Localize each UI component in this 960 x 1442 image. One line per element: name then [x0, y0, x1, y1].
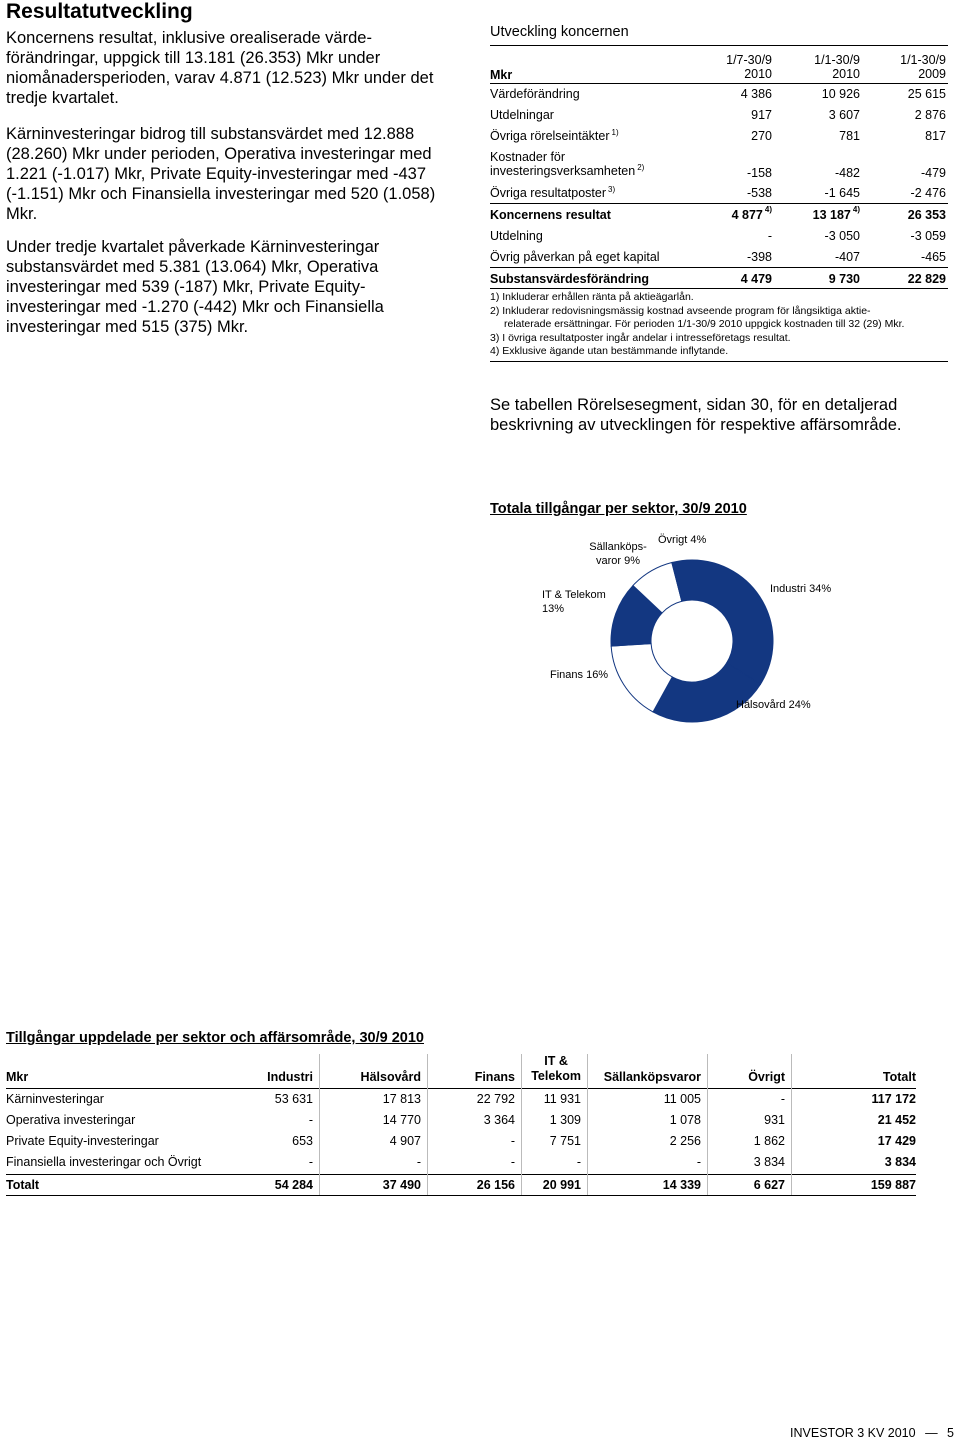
table-row [490, 229, 948, 247]
cell-value: 3 834 [884, 1155, 916, 1169]
cell-value: -479 [920, 166, 946, 180]
page-number: 5 [947, 1426, 954, 1440]
row-label: Utdelningar [490, 108, 554, 122]
cell-value: -465 [920, 250, 946, 264]
cell-value: - [780, 1092, 785, 1106]
cell-value: - [308, 1155, 313, 1169]
donut-slice [692, 560, 773, 684]
cell-value: -2 476 [910, 186, 946, 200]
cell-value: 25 615 [907, 87, 946, 101]
cell-value: 17 813 [382, 1092, 421, 1106]
footnote-marker: 4) [852, 205, 860, 214]
chart-title: Totala tillgångar per sektor, 30/9 2010 [490, 501, 747, 517]
paragraph-result [6, 28, 456, 108]
text-line: förändringar, uppgick till 13.181 (26.353) Mkr under [6, 49, 381, 67]
column-header: 1/1-30/9 2010 [814, 53, 860, 81]
cell-value: 917 [751, 108, 772, 122]
text-line: (-1.151) Mkr och Finansiella investeringar med 520 (1.058) [6, 185, 436, 203]
table-rule [490, 203, 948, 204]
cell-value: 4 907 [389, 1134, 421, 1148]
paragraph-third-quarter [6, 237, 456, 337]
table-row [490, 205, 948, 226]
cell-value: 1 309 [549, 1113, 581, 1127]
row-label: Övrig påverkan på eget kapital [490, 250, 660, 264]
cell-value: -407 [834, 250, 860, 264]
text-line: Se tabellen Rörelsesegment, sidan 30, för en detaljerad [490, 396, 898, 414]
row-label: Totalt [6, 1178, 40, 1192]
text-line: substansvärdet med 5.381 (13.064) Mkr, Operativa [6, 258, 379, 276]
dev-table-footnotes [490, 291, 948, 362]
row-label: Kostnader för investeringsverksamheten $^{2)}$ [490, 150, 645, 178]
table-header-row [490, 50, 948, 84]
slice-label: Industri 34% [770, 583, 832, 595]
column-header: Totalt [882, 1070, 916, 1084]
cell-value: 1 862 [753, 1134, 785, 1148]
cell-value: - [767, 229, 772, 243]
cell-value: 14 339 [662, 1178, 701, 1192]
cell-value: 7 751 [549, 1134, 581, 1148]
cell-value: 11 005 [663, 1092, 701, 1106]
cell-value: 9 730 [828, 272, 860, 286]
cell-value: -3 059 [910, 229, 946, 243]
cell-value: 11 931 [543, 1092, 581, 1106]
row-label: Finansiella investeringar och Övrigt [6, 1155, 202, 1169]
row-label: Koncernens resultat [490, 208, 611, 222]
text-line: beskrivning av utvecklingen för respektive affärsområde. [490, 416, 902, 434]
row-label: Övriga rörelseintäkter $^{1)}$ [490, 128, 619, 143]
row-label: Operativa investeringar [6, 1113, 136, 1127]
text-line: niomånadersperioden, varav 4.871 (12.523) Mkr under det [6, 69, 434, 87]
column-divider [319, 1054, 320, 1195]
cell-value: 270 [751, 129, 772, 143]
column-header: Mkr [6, 1070, 29, 1084]
cell-value: 117 172 [871, 1092, 916, 1106]
column-header: Industri [267, 1070, 313, 1084]
unit-header: Mkr [490, 68, 513, 82]
cell-value: 1 078 [669, 1113, 701, 1127]
cell-value: 22 792 [476, 1092, 515, 1106]
table-rule [490, 288, 948, 289]
page-footer [790, 1426, 954, 1440]
footnote: 3) I övriga resultatposter ingår andelar i intresseföretags resultat. [490, 331, 791, 344]
cell-value: 26 156 [476, 1178, 515, 1192]
row-label: Kärninvesteringar [6, 1092, 104, 1106]
cell-value: 2 256 [669, 1134, 701, 1148]
see-table-note [490, 395, 950, 435]
donut-chart [490, 525, 930, 725]
footnote: 2) Inkluderar redovisningsmässig kostnad avseende program för långsiktiga aktie- [490, 304, 871, 317]
table-rule [490, 83, 948, 84]
table-rule [6, 1088, 916, 1089]
cell-value: 37 490 [382, 1178, 421, 1192]
footer-separator: — [925, 1426, 938, 1440]
cell-value: 3 364 [483, 1113, 515, 1127]
column-header: Övrigt [748, 1070, 785, 1084]
text-line: investeringar med 515 (375) Mkr. [6, 318, 249, 336]
text-line: investeringar med 539 (-187) Mkr, Private Equity- [6, 278, 366, 296]
cell-value: 13 187 $^{4)}$ [812, 205, 860, 222]
table-header-row [6, 1052, 918, 1088]
column-header: 1/7-30/9 2010 [726, 53, 772, 81]
column-divider [427, 1054, 428, 1195]
slice-label: Övrigt 4% [658, 534, 707, 546]
table-row [490, 186, 948, 204]
row-label: Private Equity-investeringar [6, 1134, 159, 1148]
footnote-marker: 1) [611, 128, 619, 137]
table-rule [490, 267, 948, 268]
column-header: Finans [474, 1070, 515, 1084]
column-header: Hälsovård [360, 1070, 421, 1084]
table-row [490, 108, 948, 126]
footnote: 1) Inkluderar erhållen ränta på aktieägarlån. [490, 291, 694, 303]
row-label: Övriga resultatposter $^{3)}$ [490, 185, 616, 200]
cell-value: 2 876 [914, 108, 946, 122]
sector-table [6, 1052, 918, 1197]
cell-value: -538 [746, 186, 772, 200]
cell-value: - [416, 1155, 421, 1169]
cell-value: -158 [746, 166, 772, 180]
table-row [490, 87, 948, 105]
column-divider [521, 1054, 522, 1195]
slice-label: Sällanköps-varor 9% [589, 541, 647, 567]
table-row [490, 129, 948, 147]
table-row [6, 1092, 918, 1112]
slice-label: Finans 16% [550, 669, 609, 681]
section-title: Resultatutveckling [6, 0, 193, 23]
text-line: 1.221 (-1.017) Mkr, Private Equity-investeringar med -437 [6, 165, 427, 183]
cell-value: 26 353 [907, 208, 946, 222]
table-row [6, 1134, 918, 1154]
text-line: tredje kvartalet. [6, 89, 119, 107]
cell-value: 653 [292, 1134, 313, 1148]
column-header: 1/1-30/9 2009 [900, 53, 946, 81]
text-line: investeringar med -1.270 (-442) Mkr och Finansiella [6, 298, 384, 316]
cell-value: 3 834 [753, 1155, 785, 1169]
cell-value: -1 645 [824, 186, 860, 200]
cell-value: - [576, 1155, 581, 1169]
cell-value: 3 607 [828, 108, 860, 122]
cell-value: 4 479 [740, 272, 772, 286]
footnote: relaterade ersättningar. För perioden 1/1-30/9 2010 uppgick kostnaden till 32 (29) Mkr. [504, 318, 905, 330]
row-label: Utdelning [490, 229, 543, 243]
footnote: 4) Exklusive ägande utan bestämmande inflytande. [490, 345, 729, 357]
row-label: Substansvärdesförändring [490, 272, 650, 286]
cell-value: 10 926 [821, 87, 860, 101]
text-line: Under tredje kvartalet påverkade Kärninvesteringar [6, 238, 380, 256]
cell-value: - [696, 1155, 701, 1169]
cell-value: 931 [764, 1113, 785, 1127]
table-row [6, 1113, 918, 1133]
footnote-rule [490, 361, 948, 362]
table-rule [490, 45, 948, 46]
table-rule [6, 1195, 916, 1196]
cell-value: 17 429 [877, 1134, 916, 1148]
paragraph-contributions [6, 124, 456, 224]
column-divider [707, 1054, 708, 1195]
cell-value: - [308, 1113, 313, 1127]
column-header: Sällanköpsvaror [603, 1070, 701, 1084]
table-row [490, 150, 948, 182]
cell-value: -398 [746, 250, 772, 264]
text-line: (28.260) Mkr under perioden, Operativa investeringar med [6, 145, 432, 163]
cell-value: - [510, 1134, 515, 1148]
column-divider [587, 1054, 588, 1195]
footnote-marker: 3) [608, 185, 616, 194]
footnote-marker: 2) [637, 163, 645, 172]
cell-value: 21 452 [877, 1113, 916, 1127]
cell-value: -3 050 [824, 229, 860, 243]
cell-value: - [510, 1155, 515, 1169]
cell-value: 14 770 [382, 1113, 421, 1127]
table-row [490, 250, 948, 268]
cell-value: 54 284 [274, 1178, 313, 1192]
dev-table [490, 45, 948, 285]
slice-label: Hälsovård 24% [736, 699, 811, 711]
text-line: Koncernens resultat, inklusive orealiserade värde- [6, 29, 372, 47]
slice-label: IT & Telekom 13% [542, 589, 606, 615]
column-divider [791, 1054, 792, 1195]
column-header: IT & Telekom [531, 1054, 581, 1083]
table-rule [6, 1174, 916, 1175]
cell-value: 6 627 [753, 1178, 785, 1192]
cell-value: 781 [839, 129, 860, 143]
table-row [6, 1155, 918, 1175]
cell-value: 53 631 [274, 1092, 313, 1106]
cell-value: 159 887 [870, 1178, 916, 1192]
sector-table-title: Tillgångar uppdelade per sektor och affärsområde, 30/9 2010 [6, 1030, 424, 1046]
cell-value: 4 877 $^{4)}$ [731, 205, 772, 222]
cell-value: -482 [834, 166, 860, 180]
text-line: Mkr. [6, 205, 38, 223]
row-label: Värdeförändring [490, 87, 580, 101]
dev-table-title: Utveckling koncernen [490, 24, 629, 40]
cell-value: 817 [925, 129, 946, 143]
cell-value: 22 829 [907, 272, 946, 286]
footnote-marker: 4) [764, 205, 772, 214]
footer-text: INVESTOR 3 KV 2010 [790, 1426, 916, 1440]
text-line: Kärninvesteringar bidrog till substansvärdet med 12.888 [6, 125, 415, 143]
cell-value: 20 991 [542, 1178, 581, 1192]
cell-value: 4 386 [740, 87, 772, 101]
